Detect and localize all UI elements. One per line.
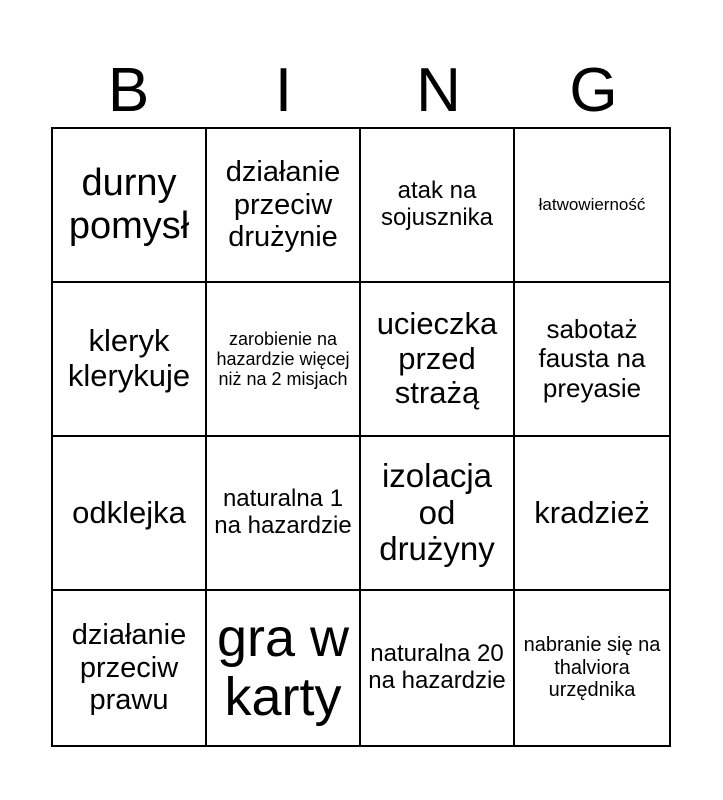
cell-text: odklejka xyxy=(72,494,186,530)
bingo-cell[interactable] xyxy=(515,437,669,591)
cell-text: naturalna 1 na hazardzie xyxy=(214,485,352,539)
bingo-cell[interactable] xyxy=(53,129,207,283)
bingo-cell[interactable] xyxy=(207,591,361,745)
bingo-header xyxy=(51,55,671,127)
header-letter-g: G xyxy=(569,56,618,125)
cell-text: nabranie się na thalviora urzędnika xyxy=(523,634,661,702)
bingo-cell[interactable] xyxy=(361,437,515,591)
cell-text: ucieczka przed strażą xyxy=(376,305,498,411)
bingo-cell[interactable] xyxy=(361,129,515,283)
cell-text: łatwowierność xyxy=(538,195,646,215)
header-letter-n: N xyxy=(416,56,461,125)
cell-text: kradzież xyxy=(534,494,650,530)
bingo-cell[interactable] xyxy=(515,591,669,745)
bingo-cell[interactable] xyxy=(207,437,361,591)
cell-text: durny pomysł xyxy=(68,162,190,247)
bingo-cell[interactable] xyxy=(53,437,207,591)
header-letter-i: I xyxy=(274,56,293,125)
bingo-cell[interactable] xyxy=(53,591,207,745)
cell-text: działanie przeciw prawu xyxy=(71,619,187,717)
cell-text: atak na sojusznika xyxy=(380,177,494,231)
cell-text: izolacja od drużyny xyxy=(379,456,495,568)
bingo-cell[interactable] xyxy=(53,283,207,437)
cell-text: kleryk klerykuje xyxy=(67,323,191,393)
bingo-cell[interactable] xyxy=(515,283,669,437)
bingo-cell[interactable] xyxy=(515,129,669,283)
bingo-board xyxy=(51,127,671,747)
bingo-cell[interactable] xyxy=(361,283,515,437)
bingo-cell[interactable] xyxy=(207,129,361,283)
cell-text: gra w karty xyxy=(216,607,350,727)
bingo-cell[interactable] xyxy=(207,283,361,437)
cell-text: naturalna 20 na hazardzie xyxy=(368,640,506,694)
cell-text: działanie przeciw drużynie xyxy=(225,156,341,254)
cell-text: zarobienie na hazardzie więcej niż na 2 misjach xyxy=(216,328,350,390)
header-letter-b: B xyxy=(107,56,150,125)
cell-text: sabotaż fausta na preyasie xyxy=(538,314,646,403)
bingo-cell[interactable] xyxy=(361,591,515,745)
